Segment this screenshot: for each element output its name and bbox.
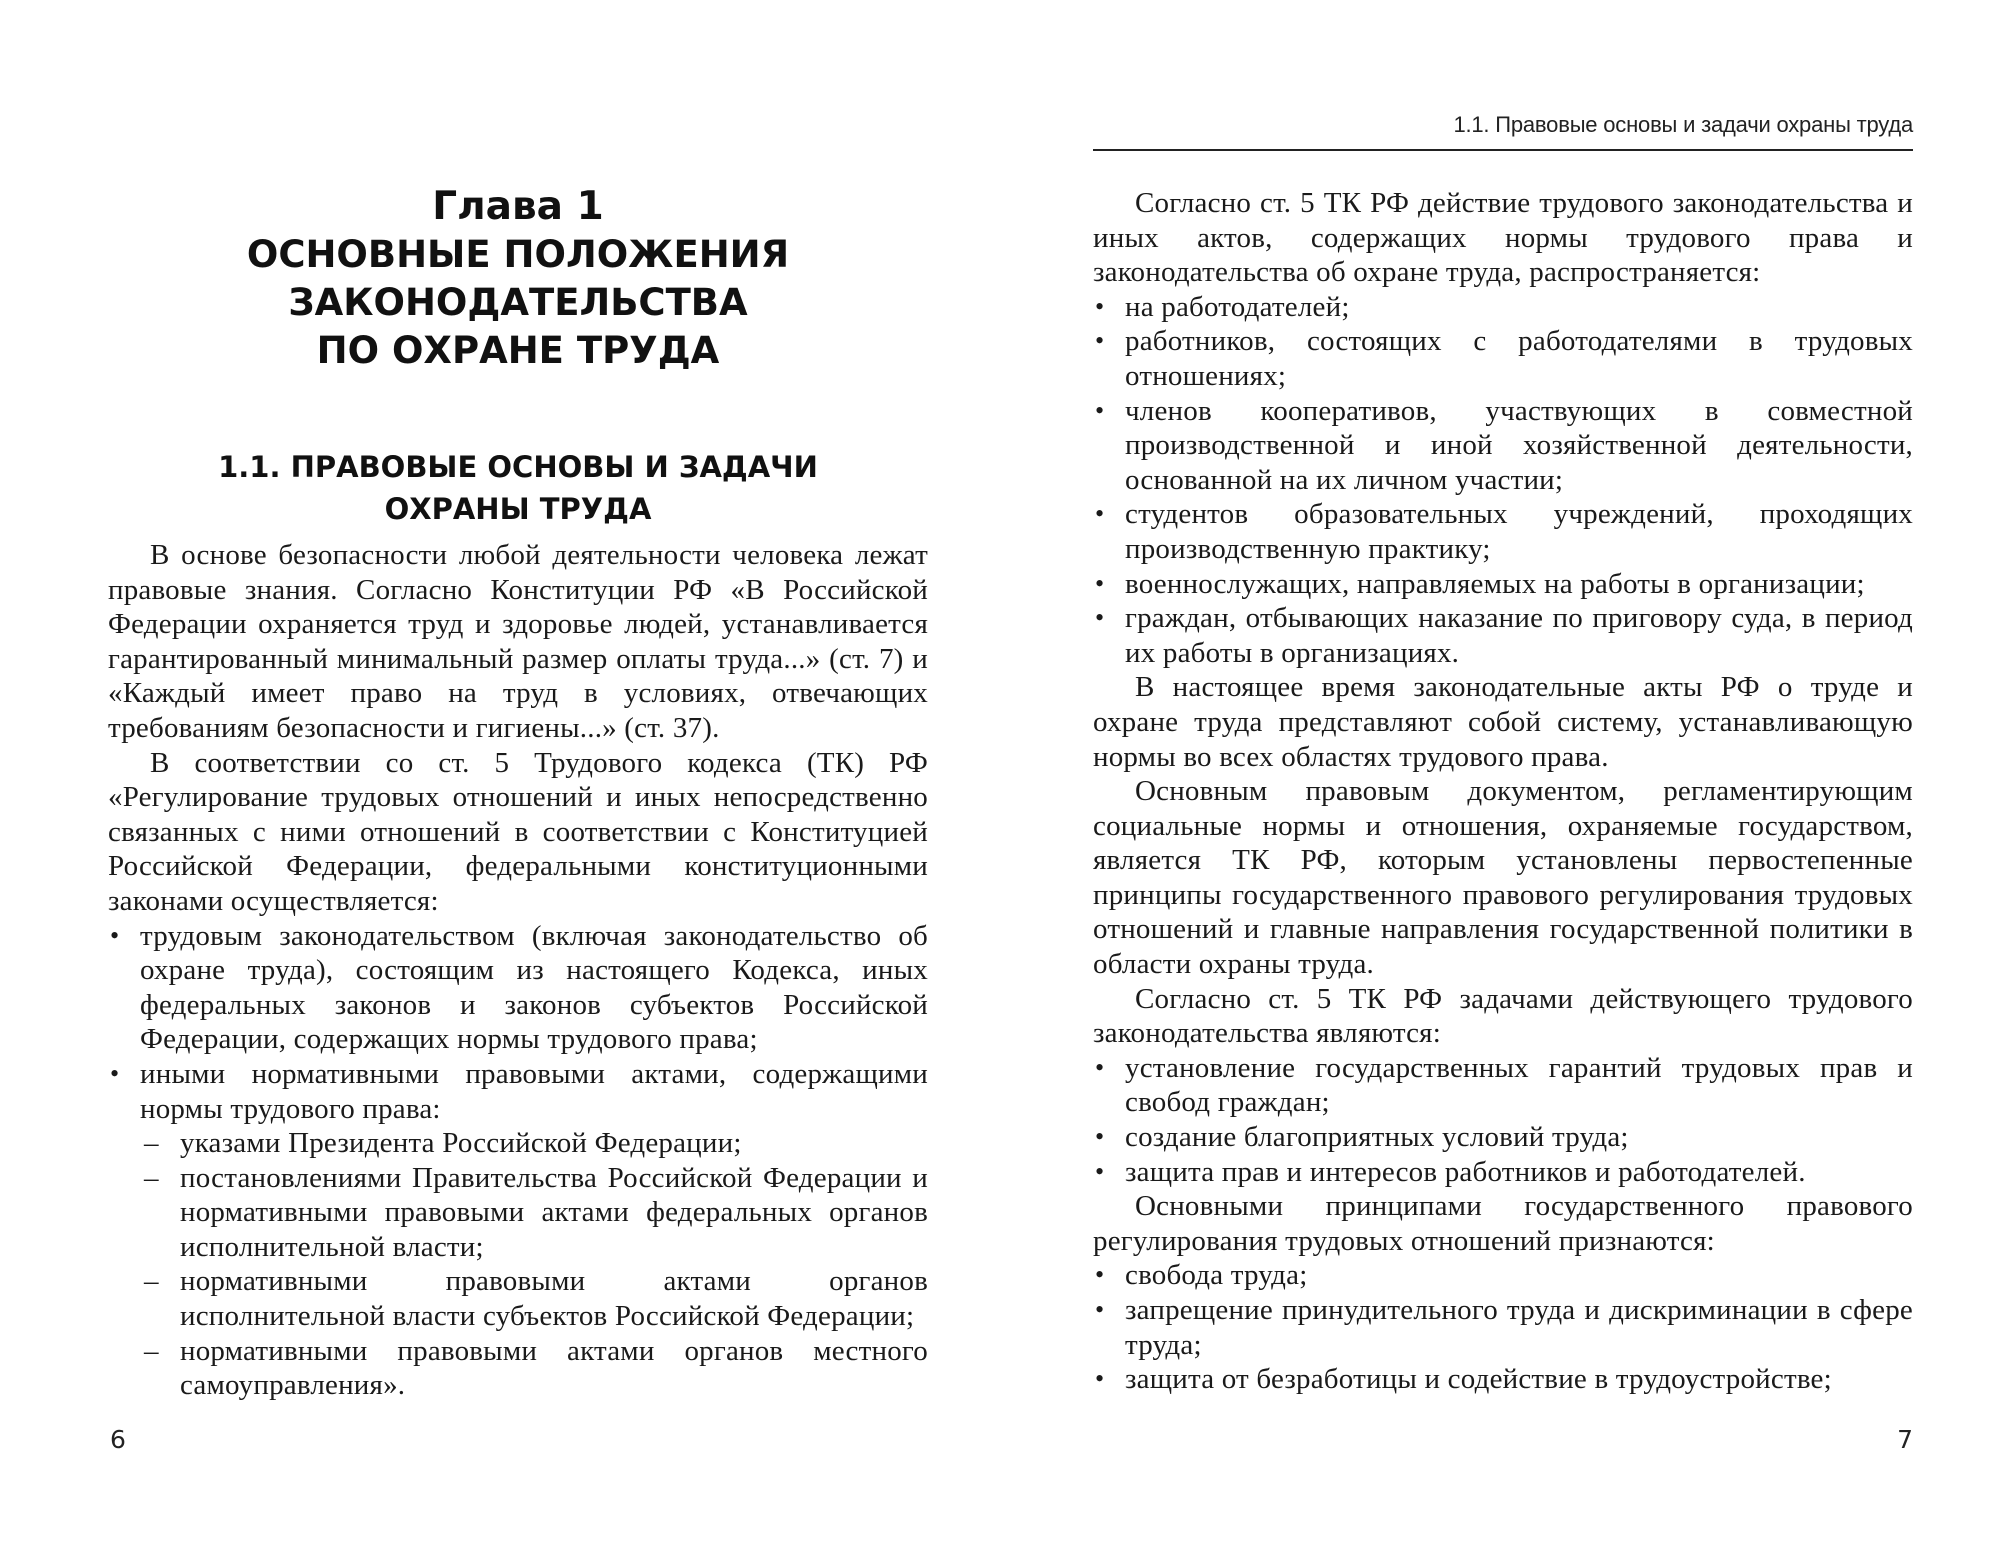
chapter-title-line: ПО ОХРАНЕ ТРУДА — [316, 329, 720, 372]
paragraph: В настоящее время законодательные акты РФ о труде и охране труда представляют собой систему, устанавливающую нормы во всех областях трудового права. — [1093, 671, 1913, 773]
section-title-line: 1.1. ПРАВОВЫЕ ОСНОВЫ И ЗАДАЧИ — [218, 450, 818, 484]
section-title-line: ОХРАНЫ ТРУДА — [384, 492, 652, 526]
chapter-number: Глава 1 — [432, 184, 604, 229]
bullet-list — [1093, 1051, 1913, 1189]
list-item — [108, 1161, 928, 1265]
list-item-text: членов кооперативов, участвующих в совместной производственной и иной хозяйственной деятельности, основанной на их личном участии; — [1125, 394, 1913, 496]
dash-icon: – — [144, 1161, 159, 1194]
page-number: 7 — [1897, 1425, 1913, 1454]
list-item-text: создание благоприятных условий труда; — [1125, 1121, 1629, 1154]
list-item — [1093, 1362, 1913, 1397]
dash-icon: – — [144, 1334, 159, 1367]
chapter-heading — [108, 183, 928, 375]
list-item — [108, 1334, 928, 1403]
paragraph: Основными принципами государственного правового регулирования трудовых отношений признаются: — [1093, 1190, 1913, 1257]
chapter-title-line: ЗАКОНОДАТЕЛЬСТВА — [288, 281, 748, 324]
list-item-text: на работодателей; — [1125, 290, 1350, 323]
list-item-text: свобода труда; — [1125, 1259, 1308, 1292]
bullet-icon: • — [1095, 1052, 1105, 1082]
list-item — [1093, 1258, 1913, 1293]
bullet-list — [1093, 290, 1913, 671]
list-item — [108, 1264, 928, 1333]
paragraph: Согласно ст. 5 ТК РФ действие трудового законодательства и иных актов, содержащих нормы трудового права и законодательства об охране труда, распространяется: — [1093, 187, 1913, 289]
bullet-icon: • — [1095, 499, 1105, 529]
list-item-text: трудовым законодательством (включая законодательство об охране труда), состоящим из настоящего Кодекса, иных федеральных законов и законов субъектов Российской Федерации, содержащих нормы трудового права; — [140, 919, 928, 1056]
list-item-text: иными нормативными правовыми актами, содержащими нормы трудового права: — [140, 1057, 928, 1125]
list-item — [1093, 290, 1913, 325]
bullet-icon: • — [1095, 395, 1105, 425]
bullet-icon: • — [1095, 1295, 1105, 1324]
paragraph: Согласно ст. 5 ТК РФ задачами действующего трудового законодательства являются: — [1093, 982, 1913, 1050]
list-item-text: указами Президента Российской Федерации; — [180, 1127, 742, 1160]
right-body-text — [1093, 186, 1913, 1397]
list-item-text: работников, состоящих с работодателями в трудовых отношениях; — [1125, 325, 1913, 392]
list-item — [1093, 1120, 1913, 1155]
list-item — [108, 919, 928, 1057]
list-item — [1093, 601, 1913, 670]
page-number: 6 — [110, 1425, 126, 1454]
bullet-icon: • — [1095, 603, 1105, 633]
paragraph: Основным правовым документом, регламентирующим социальные нормы и отношения, охраняемые государством, является ТК РФ, которым установлены первостепенные принципы государственного правового регулирования трудовых отношений и главные направления государственной политики в области охраны труда. — [1093, 775, 1913, 981]
dash-list — [108, 1126, 928, 1403]
bullet-list — [108, 919, 928, 1127]
list-item-text: защита от безработицы и содействие в трудоустройстве; — [1125, 1363, 1832, 1396]
bullet-icon: • — [1095, 326, 1105, 356]
running-head: 1.1. Правовые основы и задачи охраны труда — [1453, 112, 1913, 137]
list-item-text: военнослужащих, направляемых на работы в организации; — [1125, 567, 1865, 600]
paragraph: В соответствии со ст. 5 Трудового кодекса (ТК) РФ «Регулирование трудовых отношений и иных непосредственно связанных с ними отношений в соответствии с Конституцией Российской Федерации, федеральными конституционными законами осуществляется: — [108, 746, 928, 917]
bullet-icon: • — [1095, 291, 1105, 321]
list-item — [1093, 567, 1913, 602]
left-body-text — [108, 538, 928, 1403]
list-item-text: граждан, отбывающих наказание по приговору суда, в период их работы в организациях. — [1125, 602, 1913, 669]
bullet-icon: • — [110, 920, 120, 950]
chapter-title-line: ОСНОВНЫЕ ПОЛОЖЕНИЯ — [246, 233, 790, 276]
bullet-icon: • — [1095, 1156, 1105, 1186]
header-rule — [1093, 149, 1913, 151]
list-item — [1093, 324, 1913, 393]
list-item-text: установление государственных гарантий трудовых прав и свобод граждан; — [1125, 1051, 1913, 1119]
dash-icon: – — [144, 1127, 159, 1160]
list-item — [1093, 1293, 1913, 1362]
section-title — [108, 446, 928, 530]
list-item-text: нормативными правовыми актами органов исполнительной власти субъектов Российской Федерации; — [180, 1265, 928, 1333]
dash-icon: – — [144, 1265, 159, 1298]
list-item — [108, 1057, 928, 1126]
bullet-icon: • — [1095, 1260, 1105, 1290]
list-item-text: студентов образовательных учреждений, проходящих производственную практику; — [1125, 498, 1913, 565]
bullet-icon: • — [1095, 1122, 1105, 1152]
list-item-text: запрещение принудительного труда и дискриминации в сфере труда; — [1125, 1294, 1913, 1361]
bullet-icon: • — [1095, 1364, 1105, 1394]
bullet-icon: • — [110, 1058, 120, 1088]
list-item — [1093, 394, 1913, 498]
left-page — [108, 0, 928, 1543]
list-item — [1093, 497, 1913, 566]
bullet-icon: • — [1095, 568, 1105, 598]
chapter-title — [108, 231, 928, 375]
list-item-text: защита прав и интересов работников и работодателей. — [1125, 1155, 1806, 1188]
list-item — [1093, 1155, 1913, 1190]
list-item — [1093, 1051, 1913, 1120]
right-page — [1093, 0, 1913, 1543]
bullet-list — [1093, 1258, 1913, 1396]
paragraph: В основе безопасности любой деятельности человека лежат правовые знания. Согласно Конституции РФ «В Российской Федерации охраняется труд и здоровье людей, устанавливается гарантированный минимальный размер оплаты труда...» (ст. 7) и «Каждый имеет право на труд в условиях, отвечающих требованиям безопасности и гигиены...» (ст. 37). — [108, 539, 928, 744]
list-item-text: нормативными правовыми актами органов местного самоуправления». — [180, 1334, 928, 1402]
list-item-text: постановлениями Правительства Российской Федерации и нормативными правовыми актами федеральных органов исполнительной власти; — [180, 1161, 928, 1263]
list-item — [108, 1126, 928, 1161]
